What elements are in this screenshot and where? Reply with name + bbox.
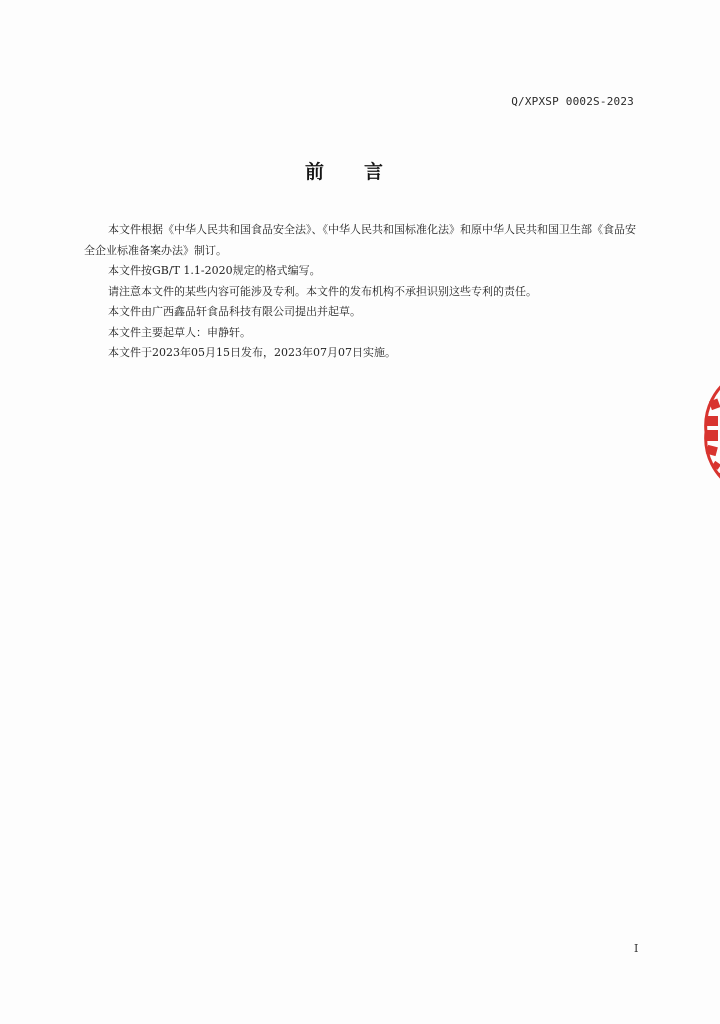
paragraph-dates: 本文件于2023年05月15日发布，2023年07月07日实施。 [108, 346, 396, 359]
red-seal-stamp-icon [694, 372, 720, 490]
paragraph-basis: 本文件根据《中华人民共和国食品安全法》、《中华人民共和国标准化法》和原中华人民共和国卫生部《食品安全企业标准备案办法》制订。 [84, 223, 636, 257]
paragraph-drafter: 本文件主要起草人：申静轩。 [108, 325, 251, 339]
paragraph-proposer: 本文件由广西鑫品轩食品科技有限公司提出并起草。 [108, 305, 361, 318]
paragraph-patent: 请注意本文件的某些内容可能涉及专利。本文件的发布机构不承担识别这些专利的责任。 [108, 284, 537, 298]
foreword-body [84, 220, 646, 364]
section-title: 前言 [304, 161, 423, 183]
page-number: I [634, 942, 639, 955]
paragraph-format: 本文件按GB/T 1.1-2020规定的格式编写。 [108, 264, 321, 277]
document-code: Q/XPXSP 0002S-2023 [511, 95, 634, 108]
